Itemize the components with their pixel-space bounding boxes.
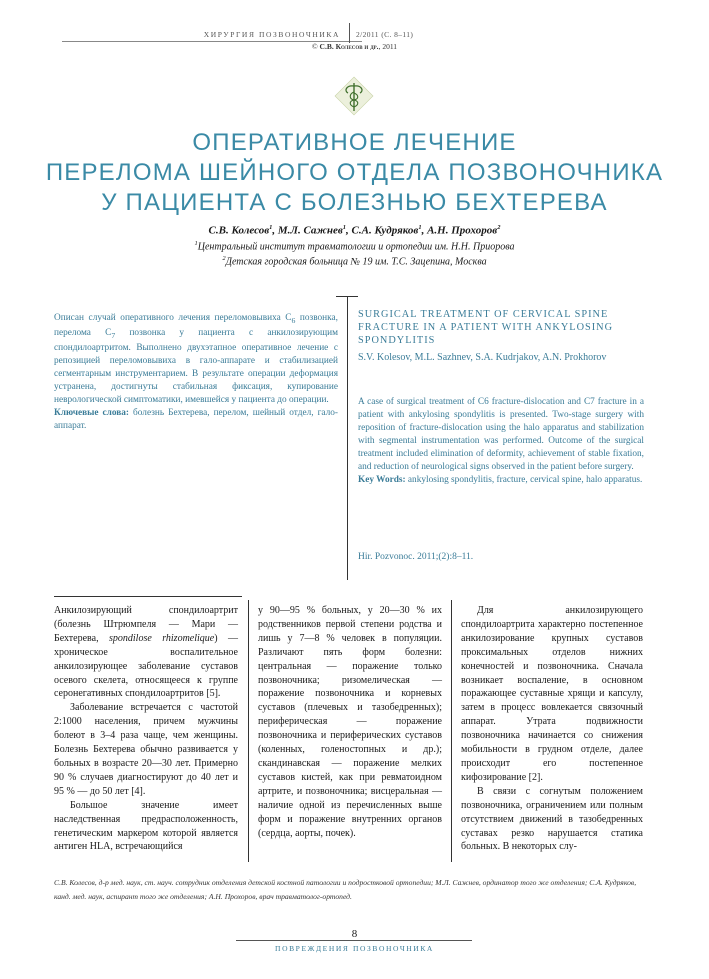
affiliation-mark: 1 xyxy=(194,240,198,247)
body-top-rule xyxy=(54,596,242,597)
author-separator: , xyxy=(272,224,278,237)
copyright-authors: С.В. Колесов и др. xyxy=(319,42,379,51)
citation: Hir. Pozvonoc. 2011;(2):8–11. xyxy=(358,552,474,562)
paragraph: Для анкилозирующего спондилоартрита характерно постепенное анкилозирование крупных суставов проксимальных отделов нижних конечностей и позвоночника. Сначала возникает воспаление, в основном поражающее суставные хрящи и капсулу, затем в процесс вовлекается связочный аппарат. Утрата подвижности позвоночника начинается со снижения мобильности в грудном отделе, далее происходит его постепенное кифозирование [2]. xyxy=(461,605,643,783)
author-affiliation-mark: 1 xyxy=(269,224,273,231)
title-line-1: ОПЕРАТИВНОЕ ЛЕЧЕНИЕ xyxy=(192,129,517,156)
abstract-divider xyxy=(347,296,348,580)
paragraph: В связи с согнутым положением позвоночника, ограничением или полным отсутствием движений в тазобедренных суставах резко нарушается статика больных. В некоторых слу- xyxy=(461,785,643,853)
paragraph: у 90—95 % больных, у 20—30 % их родственников первой степени родства и лишь у 7—8 % человек в популяции. Различают пять форм болезни: центральная — поражение только позвоночника; ризомелическая — поражение позвоночника и корневых суставов (плечевых и тазобедренных); периферическая — поражение позвоночника и периферических суставов (коленных, голеностопных и др.); скандинавская — поражение мелких суставов кистей, как при ревматоидном артрите, и позвоночника; висцеральная — наличие одной из перечисленных выше форм и поражение внутренних органов (сердца, аорты, почек). xyxy=(258,605,442,839)
paragraph: Анкилозирующий спондилоартрит (болезнь Штрюмпеля — Мари — Бехтерева, spondilose rhizomelique) — хроническое воспалительное анкилозирующее заболевание суставов осевого скелета, относящееся к группе серонегативных спондилоартритов [5]. xyxy=(54,605,238,700)
body-column-1 xyxy=(54,604,238,854)
affiliation-text: Центральный институт травматологии и ортопедии им. Н.Н. Приорова xyxy=(197,241,515,253)
author-name: С.В. Колесов xyxy=(208,224,270,237)
author-separator: , xyxy=(421,224,428,237)
author-affiliation-mark: 1 xyxy=(342,224,347,231)
copyright-sign: © xyxy=(311,42,320,51)
journal-name: ХИРУРГИЯ ПОЗВОНОЧНИКА xyxy=(203,30,340,39)
abstract-text: позвонка у пациента с анкилозирующим спондилоартритом. Выполнено двухэтапное оперативное лечение с репозицией переломовывиха в гало-аппарате и стабилизацией сегментарным инструментарием. В результате операции деформация устранена, достигнуты стабильная фиксация, купирование неврологической симптоматики, имевшейся у пациента до операции. xyxy=(54,327,338,405)
affiliation-mark: 2 xyxy=(222,255,226,262)
abstract-text: Описан случай оперативного лечения переломовывиха C xyxy=(54,313,292,323)
english-title: SURGICAL TREATMENT OF CERVICAL SPINE FRACTURE IN A PATIENT WITH ANKYLOSING SPONDYLITIS xyxy=(358,309,614,346)
abstract-russian xyxy=(54,312,338,433)
paragraph: Заболевание встречается с частотой 2:1000 населения, причем мужчины болеют в 3–4 раза чаще, чем женщины. Болезнь Бехтерева обычно развивается у больных в возрасте 20—30 лет. Примерно 90 % случаев диагностируют до 40 лет и 95 % — до 50 лет [4]. xyxy=(54,702,238,797)
author-list xyxy=(0,224,709,237)
copyright-year: , 2011 xyxy=(378,42,398,51)
journal-emblem-icon xyxy=(334,76,374,116)
keywords-text: ankylosing spondylitis, fracture, cervical spine, halo apparatus. xyxy=(405,475,643,485)
column-divider xyxy=(451,600,452,862)
keywords-text: болезнь Бехтерева, перелом, шейный отдел, гало-аппарат. xyxy=(54,407,338,431)
page-number: 8 xyxy=(351,928,358,940)
journal-issue: 2/2011 (С. 8–11) xyxy=(356,30,414,39)
abstract-english xyxy=(358,396,644,487)
latin-term: spondilose rhizomelique xyxy=(109,632,215,644)
affiliation-2 xyxy=(0,255,709,267)
body-column-3 xyxy=(461,604,643,854)
author-name: С.А. Кудряков xyxy=(351,224,419,237)
author-separator: , xyxy=(346,224,352,237)
article-title xyxy=(20,128,689,218)
title-line-2: ПЕРЕЛОМА ШЕЙНОГО ОТДЕЛА ПОЗВОНОЧНИКА xyxy=(45,159,664,186)
vertebra-index: 7 xyxy=(111,330,116,340)
author-name: М.Л. Сажнев xyxy=(277,224,343,237)
abstract-text: A case of surgical treatment of C6 fracture-dislocation and C7 fracture in a patient with ankylosing spondylitis is presented. Two-stage surgery with reposition of fracture-dislocation using the halo apparatus and stabilization with segmental instrumentation was performed. Outcome of the surgical treatment included elimination of deformity, achievement of stable fixation, and reduction of neurological signs observed in the patient before surgery. xyxy=(358,397,644,472)
column-divider xyxy=(248,600,249,862)
author-affiliation-mark: 1 xyxy=(418,224,422,231)
english-authors: S.V. Kolesov, M.L. Sazhnev, S.A. Kudrjakov, A.N. Prokhorov xyxy=(358,352,607,363)
footer-rule xyxy=(236,940,472,941)
author-affiliation-mark: 2 xyxy=(497,224,501,231)
body-column-2 xyxy=(258,604,442,840)
abstract-text: позвонка, перелома C xyxy=(54,313,338,338)
paragraph: Большое значение имеет наследственная предрасположенность, генетическим маркером которой является антиген HLA, встречающийся xyxy=(54,799,238,853)
vertebra-index: 6 xyxy=(291,315,296,325)
author-footnote: С.В. Колесов, д-р мед. наук, ст. науч. сотрудник отделения детской костной патологии и подростковой ортопедии; М.Л. Сажнев, ординатор того же отделения; С.А. Кудряков, канд. мед. наук, аспирант того же отделения; А.Н. Прохоров, врач травматолог-ортопед. xyxy=(54,878,637,901)
affiliation-text: Детская городская больница № 19 им. Т.С. Зацепина, Москва xyxy=(225,256,487,268)
author-name: А.Н. Прохоров xyxy=(427,224,498,237)
keywords-label: Ключевые слова: xyxy=(54,407,130,418)
header-divider xyxy=(349,23,350,43)
affiliation-1 xyxy=(0,240,709,252)
title-line-3: У ПАЦИЕНТА С БОЛЕЗНЬЮ БЕХТЕРЕВА xyxy=(101,189,608,216)
section-name: ПОВРЕЖДЕНИЯ ПОЗВОНОЧНИКА xyxy=(275,944,434,953)
copyright-line xyxy=(0,42,709,51)
keywords-label: Key Words: xyxy=(358,475,406,485)
